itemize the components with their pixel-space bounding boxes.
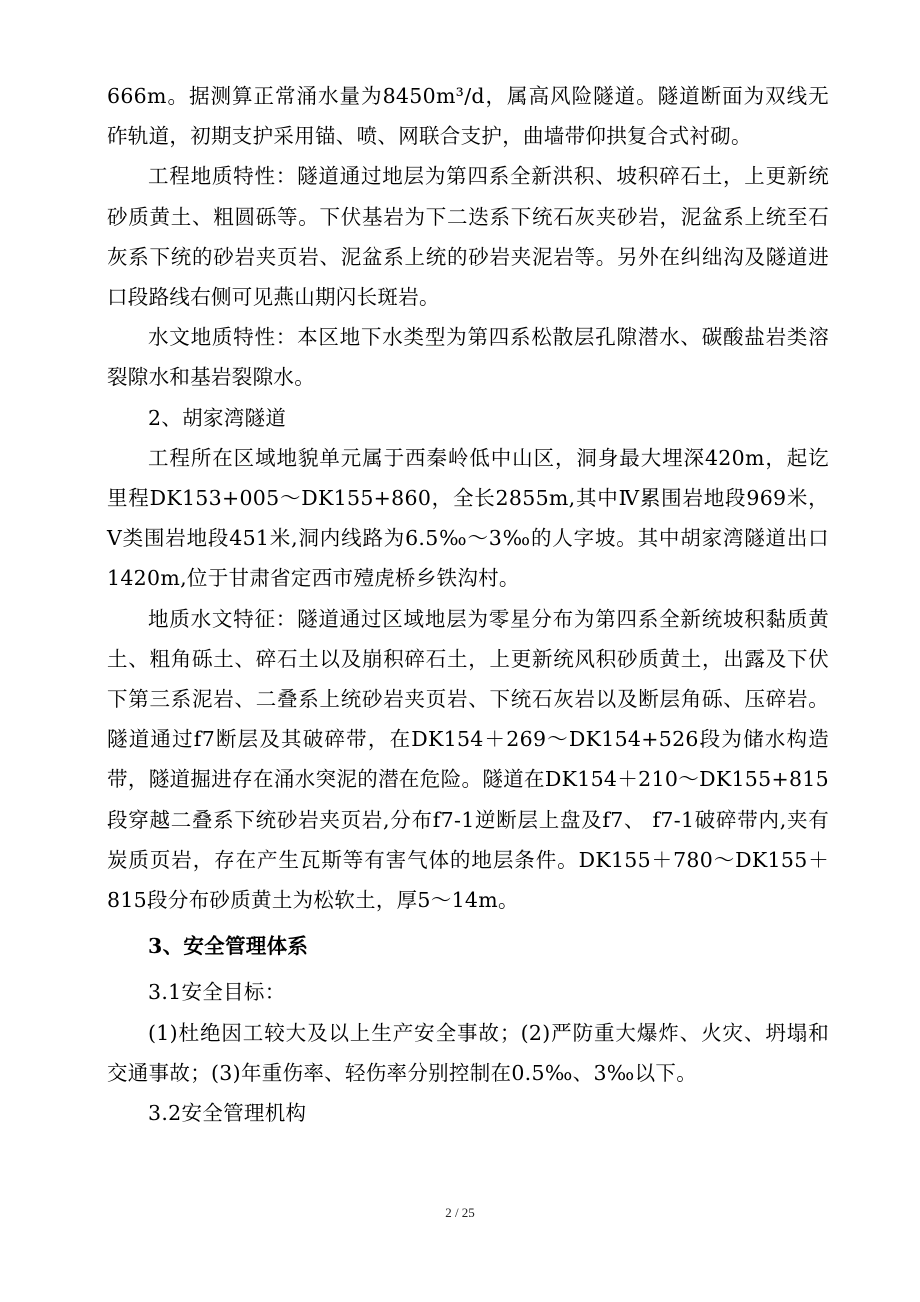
paragraph-engineering-geology: 工程地质特性：隧道通过地层为第四系全新洪积、坡积碎石土，上更新统砂质黄土、粗圆砾等。下伏基岩为下二迭系下统石灰夹砂岩，泥盆系上统至石灰系下统的砂岩夹页岩、泥盆系上统的砂岩夹泥岩等。另外在纠绌沟及隧道进口段路线右侧可见燕山期闪长斑岩。 [107,164,829,310]
paragraph-tunnel-summary: 666m。据测算正常涌水量为8450m³/d，属高风险隧道。隧道断面为双线无砟轨道，初期支护采用锚、喷、网联合支护，曲墙带仰拱复合式衬砌。 [107,84,829,149]
page-number: 2 / 25 [445,1205,475,1220]
paragraph-safety-goals: (1)杜绝因工较大及以上生产安全事故；(2)严防重大爆炸、火灾、坍塌和交通事故；(3)年重伤率、轻伤率分别控制在0.5‰、3‰以下。 [107,1020,829,1085]
paragraph-hujiawan-overview: 工程所在区域地貌单元属于西秦岭低中山区，洞身最大埋深420m，起讫里程DK153+005～DK155+860，全长2855m,其中Ⅳ累围岩地段969米，Ⅴ类围岩地段451米,洞内线路为6.5‰～3‰的人字坡。其中胡家湾隧道出口1420m,位于甘肃省定西市殪虎桥乡铁沟村。 [107,445,829,591]
document-page [107,76,829,1133]
paragraph-geology-hydrology: 地质水文特征：隧道通过区域地层为零星分布为第四系全新统坡积黏质黄土、粗角砾土、碎石土以及崩积碎石土，上更新统风积砂质黄土，出露及下伏下第三系泥岩、二叠系上统砂岩夹页岩、下统石灰岩以及断层角砾、压碎岩。隧道通过f7断层及其破碎带，在DK154＋269～DK154+526段为储水构造带，隧道掘进存在涌水突泥的潜在危险。隧道在DK154＋210～DK155+815段穿越二叠系下统砂岩夹页岩,分布f7-1逆断层上盘及f7、 f7-1破碎带内,夹有炭质页岩，存在产生瓦斯等有害气体的地层条件。DK155＋780～DK155＋815段分布砂质黄土为松软土，厚5～14m。 [107,606,829,913]
subsection-heading-safety-organization: 3.2安全管理机构 [148,1101,307,1126]
subsection-heading-safety-goals: 3.1安全目标： [148,980,286,1005]
heading-hujiawan-tunnel: 2、胡家湾隧道 [148,405,287,430]
paragraph-hydrogeology: 水文地质特性：本区地下水类型为第四系松散层孔隙潜水、碳酸盐岩类溶裂隙水和基岩裂隙水。 [107,325,829,390]
section-heading-safety-system: 3、安全管理体系 [148,934,309,959]
